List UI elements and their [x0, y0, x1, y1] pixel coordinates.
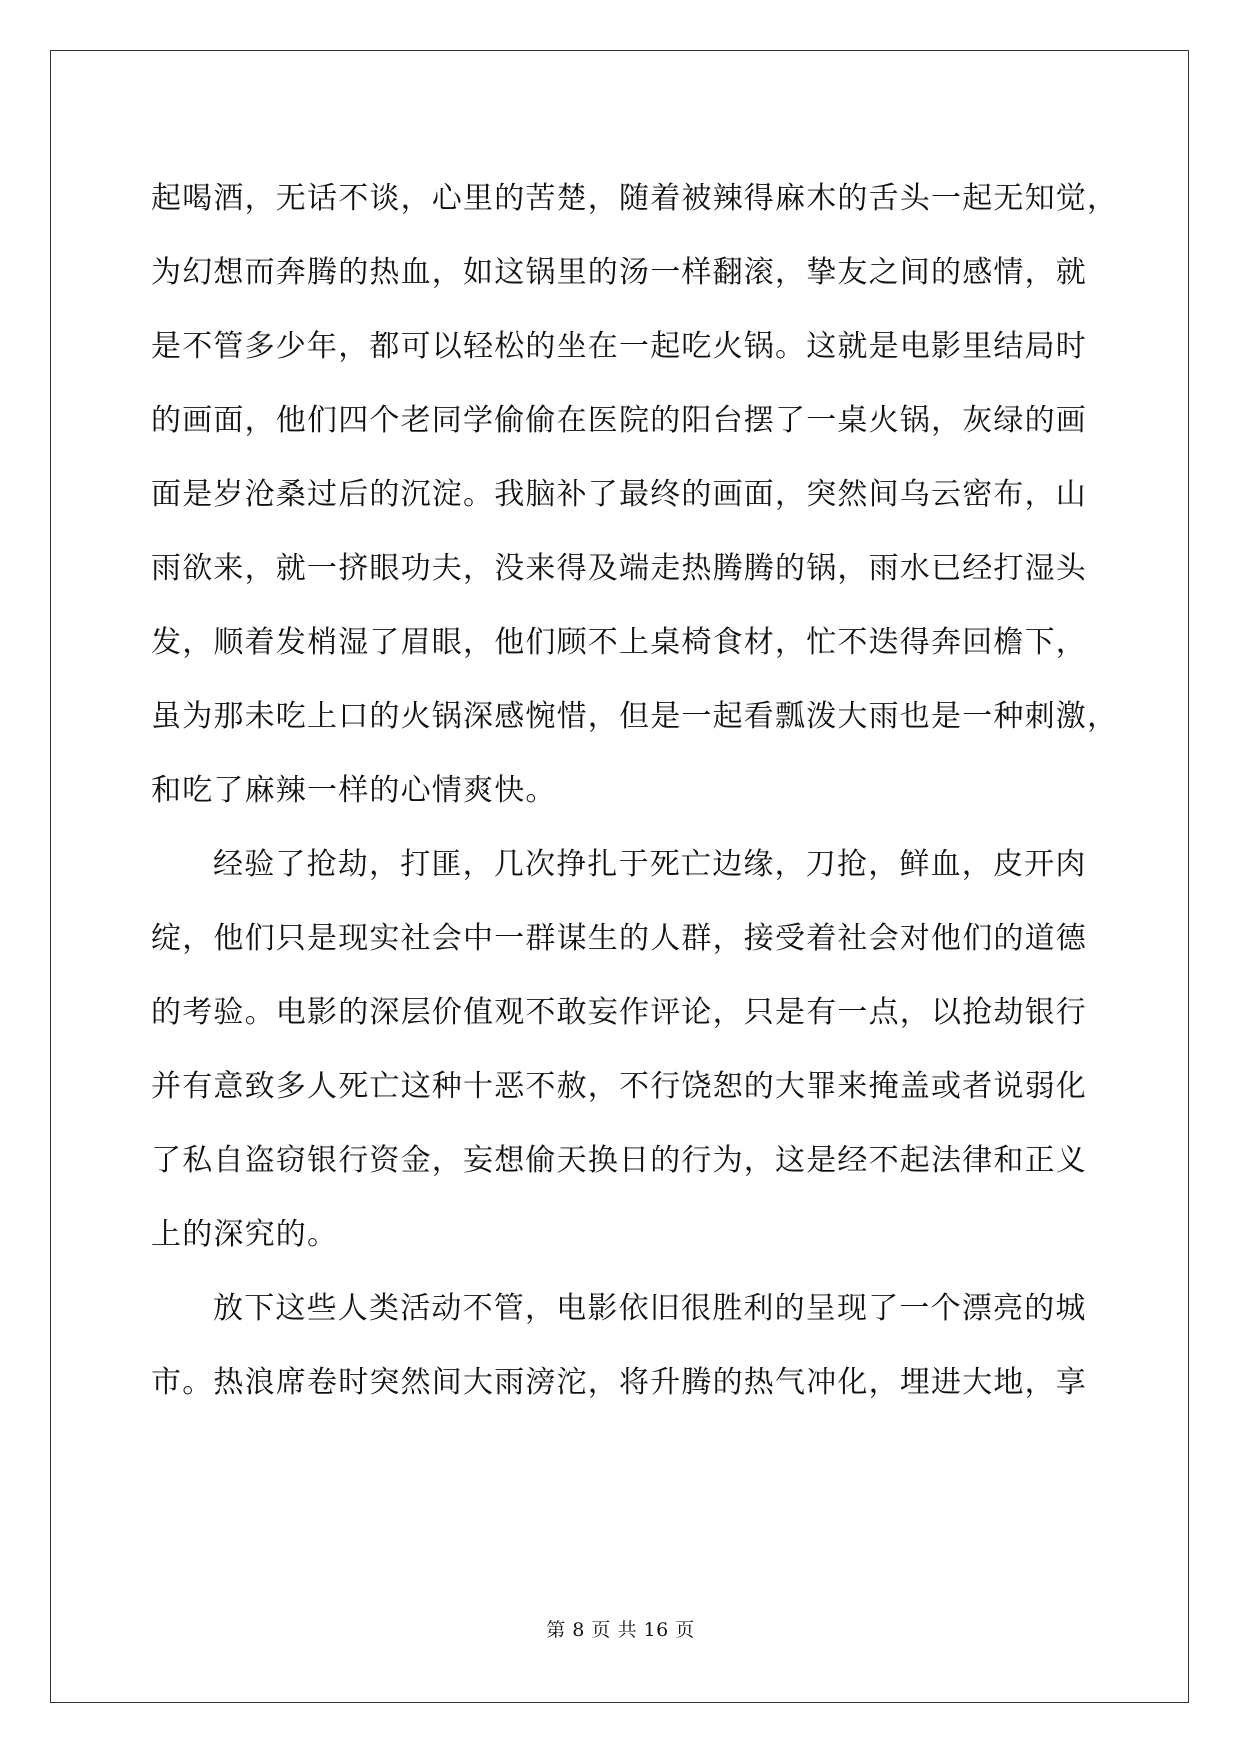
paragraph-start-line: 经验了抢劫，打匪，几次挣扎于死亡边缘，刀抢，鲜血，皮开肉: [213, 847, 1087, 882]
text-line: 和吃了麻辣一样的心情爽快。: [151, 773, 557, 808]
text-line: 绽，他们只是现实社会中一群谋生的人群，接受着社会对他们的道德: [151, 921, 1087, 956]
text-line: 的画面，他们四个老同学偷偷在医院的阳台摆了一桌火锅，灰绿的画: [151, 403, 1087, 438]
text-line: 市。热浪席卷时突然间大雨滂沱，将升腾的热气冲化，埋进大地，享: [151, 1365, 1087, 1400]
text-line: 的考验。电影的深层价值观不敢妄作评论，只是有一点，以抢劫银行: [151, 995, 1087, 1030]
text-line: 是不管多少年，都可以轻松的坐在一起吃火锅。这就是电影里结局时: [151, 329, 1087, 364]
text-line: 虽为那未吃上口的火锅深感惋惜，但是一起看瓢泼大雨也是一种刺激，: [151, 699, 1119, 734]
document-body: [151, 162, 1119, 1420]
text-line: 起喝酒，无话不谈，心里的苦楚，随着被辣得麻木的舌头一起无知觉，: [151, 181, 1119, 216]
text-line: 发，顺着发梢湿了眉眼，他们顾不上桌椅食材，忙不迭得奔回檐下，: [151, 625, 1087, 660]
paragraph-start-line: 放下这些人类活动不管，电影依旧很胜利的呈现了一个漂亮的城: [213, 1291, 1087, 1326]
text-line: 上的深究的。: [151, 1217, 339, 1252]
text-line: 为幻想而奔腾的热血，如这锅里的汤一样翻滚，挚友之间的感情，就: [151, 255, 1087, 290]
text-line: 了私自盗窃银行资金，妄想偷天换日的行为，这是经不起法律和正义: [151, 1143, 1087, 1178]
page-number-footer: 第 8 页 共 16 页: [546, 1619, 695, 1641]
text-line: 面是岁沧桑过后的沉淀。我脑补了最终的画面，突然间乌云密布，山: [151, 477, 1087, 512]
text-line: 雨欲来，就一挤眼功夫，没来得及端走热腾腾的锅，雨水已经打湿头: [151, 551, 1087, 586]
text-line: 并有意致多人死亡这种十恶不赦，不行饶恕的大罪来掩盖或者说弱化: [151, 1069, 1087, 1104]
